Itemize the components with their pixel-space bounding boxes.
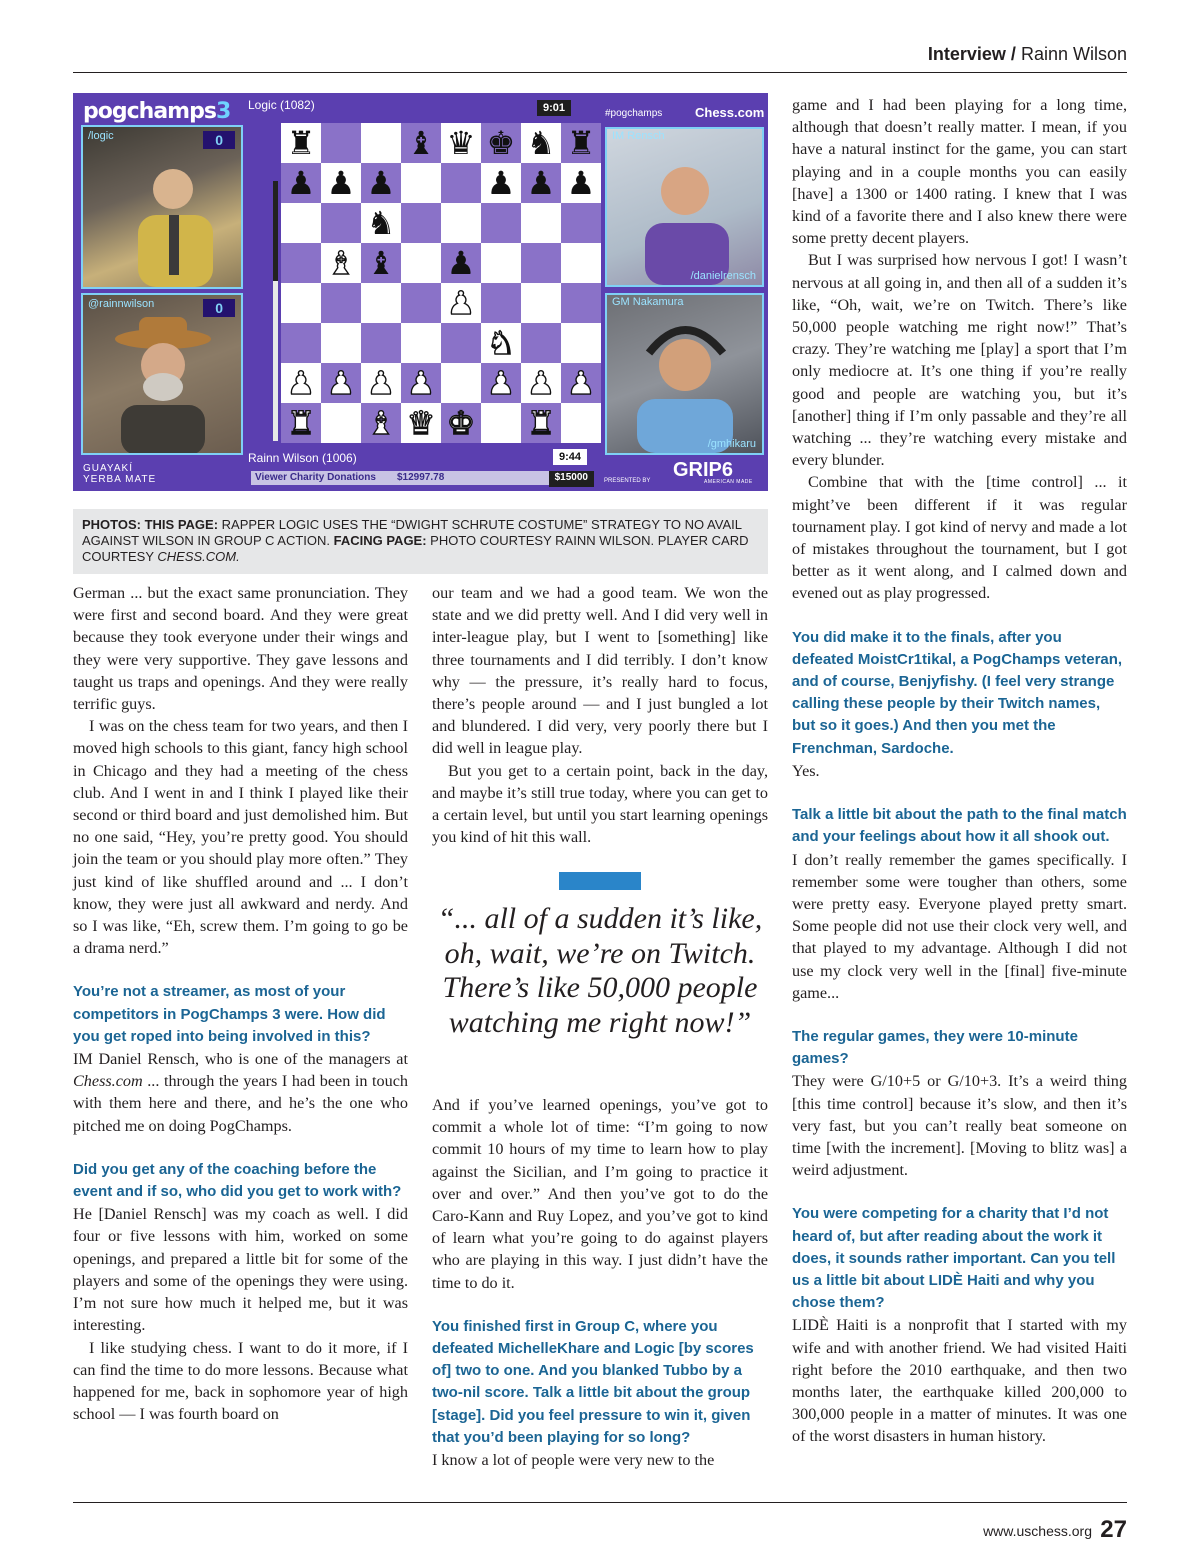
hashtag: #pogchamps <box>605 108 663 119</box>
bottom-player-bar <box>248 451 357 465</box>
white-pawn-icon: ♟ <box>441 283 481 323</box>
paragraph: Yes. <box>792 761 820 780</box>
interview-question: Talk a little bit about the path to the final match and your feelings about how it all shook out. <box>792 806 1127 846</box>
black-pawn-icon: ♟ <box>481 163 521 203</box>
cam-nakamura <box>605 293 764 455</box>
board-square <box>281 243 321 283</box>
board-square <box>401 323 441 363</box>
person-silhouette <box>607 295 762 453</box>
black-rook-icon: ♜ <box>281 123 321 163</box>
board-square <box>561 403 601 443</box>
board-square <box>561 323 601 363</box>
black-king-icon: ♚ <box>481 123 521 163</box>
cam-label: IM Rensch <box>612 130 665 142</box>
person-silhouette <box>83 127 241 287</box>
white-queen-icon: ♛ <box>401 403 441 443</box>
white-pawn-icon: ♟ <box>561 363 601 403</box>
board-square <box>521 203 561 243</box>
board-square <box>441 163 481 203</box>
board-square <box>521 323 561 363</box>
white-pawn-icon: ♟ <box>521 363 561 403</box>
board-square <box>441 363 481 403</box>
board-square <box>401 203 441 243</box>
column-1 <box>73 582 408 1425</box>
black-bishop-icon: ♝ <box>401 123 441 163</box>
donation-bar <box>251 471 594 485</box>
stream-screenshot <box>73 93 768 491</box>
grip6-logo: GRIP6 <box>673 459 734 481</box>
board-square <box>401 163 441 203</box>
white-bishop-icon: ♝ <box>321 243 361 283</box>
person-silhouette <box>607 129 762 285</box>
chesscom-logo: Chess.com <box>695 105 765 120</box>
board-square <box>321 323 361 363</box>
cam-label: @rainnwilson <box>88 298 155 310</box>
page-number: 27 <box>1100 1516 1127 1543</box>
white-knight-icon: ♞ <box>481 323 521 363</box>
board-square <box>281 323 321 363</box>
paragraph: And if you’ve learned openings, you’ve got to commit a whole lot of time: “I’m going to now commit 10 hours of my time to learn how to play against the Sicilian, and I’m going to practice it over and over.” And then you’ve got to do the Caro-Kann and Ruy Lopez, and you’ve got to kind of learn what you’re going to do against players who are playing in this way. I just didn’t have the time to do it. <box>432 1096 768 1292</box>
grip6-tagline: AMERICAN MADE <box>704 479 753 485</box>
paragraph: I know a lot of people were very new to the <box>432 1451 715 1470</box>
black-pawn-icon: ♟ <box>361 163 401 203</box>
donation-amount: $12997.78 <box>397 472 445 483</box>
paragraph: IM Daniel Rensch, who is one of the managers at Chess.com ... through the years I had been in touch with them here and there, and he’s the one who pitched me on doing PogChamps. <box>73 1050 408 1135</box>
cam-logic <box>81 125 243 289</box>
board-square <box>481 283 521 323</box>
paragraph: I don’t really remember the games specifically. I remember some were tougher than others, some were pretty easy. Everyone played pretty smart. Some people did not use their clock very well, and that played to my advantage. Although I did not use my clock very well in the [final] five-minute game... <box>792 850 1127 1002</box>
white-bishop-icon: ♝ <box>361 403 401 443</box>
score-badge: 0 <box>203 131 235 149</box>
board-square <box>361 283 401 323</box>
column-2-continued <box>432 1094 768 1471</box>
guayaki-logo: GUAYAKÍ YERBA MATE <box>83 463 157 485</box>
white-pawn-icon: ♟ <box>281 363 321 403</box>
column-3 <box>792 94 1127 1448</box>
paragraph: I was on the chess team for two years, and then I moved high schools to this giant, fancy high school in Chicago and they had a meeting of the chess club. And I went in and I think I played like their second or third board and just demolished him. But no one said, “Hey, you’re pretty good. You should join the team or you should play more often.” They just kind of like shuffled around and ... I don’t know, they were just all awkward and nerdy. And so I was like, “Eh, screw them. I’m going to go be a drama nerd.” <box>73 717 408 958</box>
cam-handle: /danielrensch <box>690 270 756 282</box>
evaluation-bar <box>273 181 278 441</box>
paragraph: But you get to a certain point, back in the day, and maybe it’s still true today, where you can get to a certain level, but until you start learning openings you kind of hit this wall. <box>432 761 768 847</box>
black-bishop-icon: ♝ <box>361 243 401 283</box>
pull-quote: “... all of a sudden it’s like, oh, wait, we’re on Twitch. There’s like 50,000 people watching me right now!” <box>437 902 763 1039</box>
white-king-icon: ♚ <box>441 403 481 443</box>
header-rule <box>73 72 1127 73</box>
cam-rensch <box>605 127 764 287</box>
board-square <box>281 283 321 323</box>
chess-board <box>281 123 601 443</box>
header-subject: Rainn Wilson <box>1020 44 1127 64</box>
donation-goal: $15000 <box>549 471 594 487</box>
paragraph: I like studying chess. I want to do it more, if I can find the time to do more lessons. Because what happened for me, back in sophomore year of high school — I was fourth board on <box>73 1338 408 1424</box>
score-badge: 0 <box>203 299 235 317</box>
interview-question: The regular games, they were 10-minute games? <box>792 1027 1078 1068</box>
paragraph: He [Daniel Rensch] was my coach as well. I did four or five lessons with him, worked on some openings, and prepared a little bit for some of the players and some of the openings they were using. I’m not sure how much it helped me, but it was interesting. <box>73 1205 408 1335</box>
pogchamps-logo: pogchamps3 <box>83 99 231 124</box>
interview-question: You were competing for a charity that I’d not heard of, but after reading about the work it does, it sounds rather important. Can you tell us a little bit about LIDÈ Haiti and why you chose them? <box>792 1205 1116 1312</box>
bottom-clock: 9:44 <box>553 449 587 465</box>
paragraph: But I was surprised how nervous I got! I wasn’t nervous at all going in, and then all of a sudden it’s like, “Oh, wait, we’re on Twitch. There’s like 50,000 people watching me right now!” That’s crazy. They’re watching me [play] a sport that I’m only mediocre at. It’s one thing if you’re really good and people are watching you, but it’s [another] thing if I’m only passable and they’re all watching ... they’re watching every mistake and every blunder. <box>792 251 1127 470</box>
paragraph: LIDÈ Haiti is a nonprofit that I started with my wife and with another friend. We had visited Haiti right before the 2010 earthquake, and then two months later, the earthquake killed 200,000 to 300,000 people in a matter of minutes. It was one of the worst disasters in human history. <box>792 1316 1127 1446</box>
black-pawn-icon: ♟ <box>281 163 321 203</box>
board-square <box>321 203 361 243</box>
running-header <box>928 44 1127 65</box>
board-square <box>401 243 441 283</box>
interview-question: You’re not a streamer, as most of your competitors in PogChamps 3 were. How did you get roped into being involved in this? <box>73 983 386 1045</box>
board-square <box>321 123 361 163</box>
board-square <box>441 203 481 243</box>
interview-question: Did you get any of the coaching before the event and if so, who did you get to work with? <box>73 1160 402 1201</box>
top-player-name: Logic (1082) <box>248 98 315 112</box>
board-square <box>561 283 601 323</box>
white-rook-icon: ♜ <box>521 403 561 443</box>
board-square <box>281 203 321 243</box>
board-square <box>361 123 401 163</box>
board-square <box>321 403 361 443</box>
board-square <box>441 323 481 363</box>
person-silhouette <box>83 295 241 453</box>
black-rook-icon: ♜ <box>561 123 601 163</box>
board-square <box>481 403 521 443</box>
white-pawn-icon: ♟ <box>361 363 401 403</box>
board-square <box>481 203 521 243</box>
white-pawn-icon: ♟ <box>401 363 441 403</box>
interview-question: You finished first in Group C, where you defeated MichelleKhare and Logic [by scores of] two to one. And you blanked Tubbo by a two-nil score. Talk a little bit about the group [stage]. Did you feel pressure to win it, given that you’d been playing for so long? <box>432 1317 754 1446</box>
column-2 <box>432 582 768 848</box>
chess-board-area <box>273 123 608 445</box>
board-square <box>561 203 601 243</box>
white-pawn-icon: ♟ <box>321 363 361 403</box>
bottom-player-name: Rainn Wilson (1006) <box>248 451 357 465</box>
black-pawn-icon: ♟ <box>561 163 601 203</box>
board-square <box>361 323 401 363</box>
cam-label: /logic <box>88 130 114 142</box>
paragraph: game and I had been playing for a long time, although that doesn’t really matter. I mean, if you have a natural instinct for the game, you can start playing and in a couple months you can easily [have] a 1300 or 1400 rating. I knew that I was kind of a favorite there and I also knew there were some pretty decent players. <box>792 96 1127 248</box>
cam-rainnwilson <box>81 293 243 455</box>
white-rook-icon: ♜ <box>281 403 321 443</box>
cam-handle: /gmhikaru <box>707 438 756 450</box>
interview-question: You did make it to the finals, after you defeated MoistCr1tikal, a PogChamps veteran, and of course, Benjyfishy. (I feel very strange calling these people by their Twitch names, but so it goes.) And then you met the Frenchman, Sardoche. <box>792 628 1123 757</box>
cam-label: GM Nakamura <box>612 296 684 308</box>
paragraph: Combine that with the [time control] ... it might’ve been different if it was regular tournament play. I got kind of nervy and made a lot of mistakes throughout the tournament, but I got better as it went along, and I calmed down and evened out as play progressed. <box>792 473 1127 603</box>
board-square <box>321 283 361 323</box>
board-square <box>481 243 521 283</box>
presented-by: PRESENTED BY <box>604 478 651 484</box>
footer-rule <box>73 1502 1127 1503</box>
black-pawn-icon: ♟ <box>321 163 361 203</box>
black-pawn-icon: ♟ <box>521 163 561 203</box>
black-queen-icon: ♛ <box>441 123 481 163</box>
pull-quote-bar <box>559 872 641 890</box>
header-separator: / <box>1010 44 1016 64</box>
top-clock: 9:01 <box>537 100 571 116</box>
footer-site: www.uschess.org <box>983 1523 1092 1539</box>
top-player-bar <box>248 98 315 112</box>
board-square <box>521 283 561 323</box>
black-knight-icon: ♞ <box>361 203 401 243</box>
photo-caption: PHOTOS: THIS PAGE: RAPPER LOGIC USES THE “DWIGHT SCHRUTE COSTUME” STRATEGY TO NO AVAIL AGAINST WILSON IN GROUP C ACTION. FACING PAGE: PHOTO COURTESY RAINN WILSON. PLAYER CARD COURTESY CHESS.COM. <box>73 509 768 574</box>
white-pawn-icon: ♟ <box>481 363 521 403</box>
donation-label: Viewer Charity Donations <box>255 472 376 483</box>
board-square <box>561 243 601 283</box>
board-square <box>521 243 561 283</box>
evaluation-fill <box>273 181 278 281</box>
black-pawn-icon: ♟ <box>441 243 481 283</box>
paragraph: our team and we had a good team. We won the state and we did pretty well. And I did very well in inter-league play, but I went to [something] like three tournaments and I did terribly. I don’t know why — the pressure, it’s really hard to focus, there’s people around — and I just bungled a lot and blundered. I did very, very poorly there but I did well in league play. <box>432 584 768 758</box>
paragraph: They were G/10+5 or G/10+3. It’s a weird thing [this time control] because it’s slow, and then it’s very fast, but you can’t really beat someone on time [with the increment]. [Moving to blitz was] a weird adjustment. <box>792 1072 1127 1180</box>
header-section: Interview <box>927 44 1006 64</box>
paragraph: German ... but the exact same pronunciation. They were first and second board. And they were great because they took everyone under their wings and they were very supportive. They gave lessons and taught us traps and openings. And they were really terrific guys. <box>73 584 408 714</box>
black-knight-icon: ♞ <box>521 123 561 163</box>
board-square <box>401 283 441 323</box>
